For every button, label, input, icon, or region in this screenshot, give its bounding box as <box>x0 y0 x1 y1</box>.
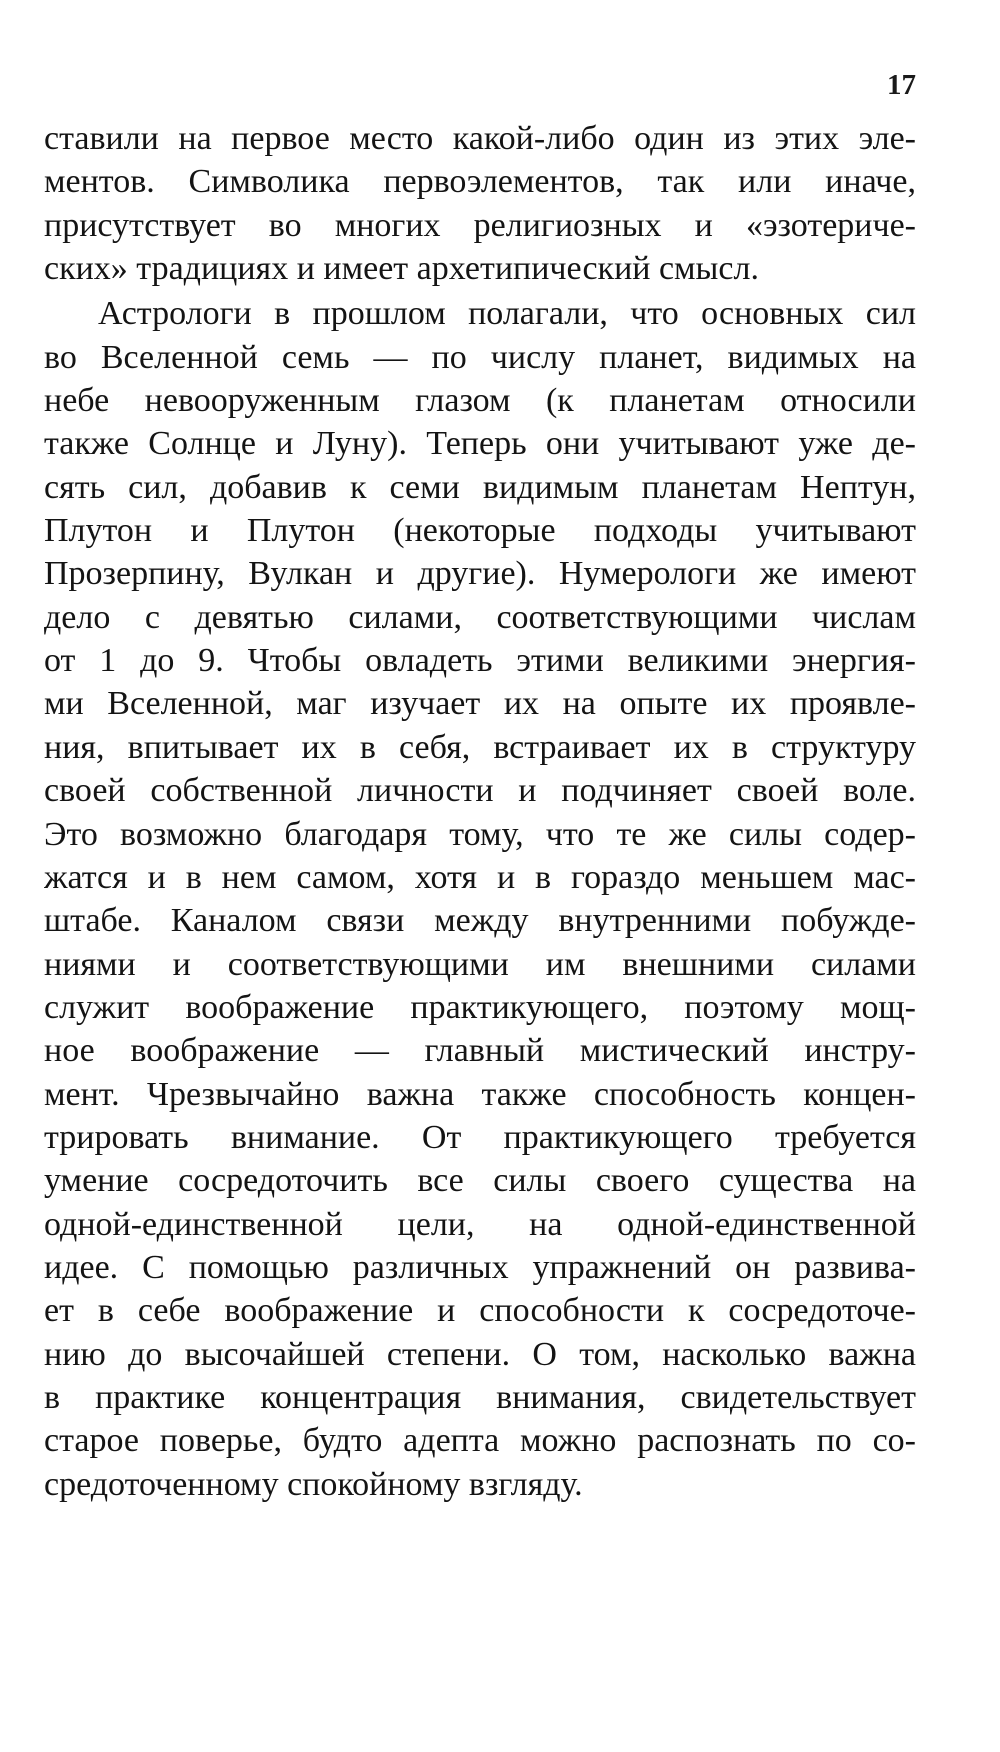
text-line: присутствует во многих религиозных и «эзотериче- <box>44 206 916 244</box>
text-line: ное воображение — главный мистический инстру- <box>44 1032 916 1070</box>
text-line: средоточенному спокойному взгляду. <box>44 1465 583 1503</box>
text-line: одной-единственной цели, на одной-единственной <box>44 1205 916 1243</box>
text-line: во Вселенной семь — по числу планет, видимых на <box>44 338 916 376</box>
text-line: небе невооруженным глазом (к планетам относили <box>44 382 916 420</box>
text-line: Астрологи в прошлом полагали, что основных сил <box>98 295 916 333</box>
text-line: мент. Чрезвычайно важна также способность концен- <box>44 1075 916 1113</box>
text-line: ментов. Символика первоэлементов, так или иначе, <box>44 163 916 201</box>
text-line: Это возможно благодаря тому, что те же силы содер- <box>44 815 916 853</box>
text-line: Плутон и Плутон (некоторые подходы учитывают <box>44 512 916 550</box>
text-line: Прозерпину, Вулкан и другие). Нумерологи же имеют <box>44 555 916 593</box>
text-line: ставили на первое место какой-либо один из этих эле- <box>44 120 916 157</box>
text-line: нию до высочайшей степени. О том, насколько важна <box>44 1335 916 1373</box>
paragraph-continuation <box>44 117 916 290</box>
text-line: жатся и в нем самом, хотя и в гораздо меньшем мас- <box>44 858 916 896</box>
text-line: в практике концентрация внимания, свидетельствует <box>44 1378 916 1416</box>
text-line: сять сил, добавив к семи видимым планетам Нептун, <box>44 468 916 506</box>
text-line: ских» традициях и имеет архетипический смысл. <box>44 250 759 288</box>
text-line: дело с девятью силами, соответствующими числам <box>44 598 916 636</box>
text-line: штабе. Каналом связи между внутренними побужде- <box>44 902 916 940</box>
text-line: от 1 до 9. Чтобы овладеть этими великими энергия- <box>44 642 916 680</box>
text-line: ния, впитывает их в себя, встраивает их в структуру <box>44 728 916 766</box>
text-line: умение сосредоточить все силы своего существа на <box>44 1162 916 1200</box>
page-number: 17 <box>887 69 916 101</box>
text-line: своей собственной личности и подчиняет своей воле. <box>44 772 916 810</box>
text-line: ми Вселенной, маг изучает их на опыте их проявле- <box>44 685 916 723</box>
body-text <box>44 117 916 1506</box>
text-line: ет в себе воображение и способности к сосредоточе- <box>44 1292 916 1330</box>
text-line: ниями и соответствующими им внешними силами <box>44 945 916 983</box>
text-line: также Солнце и Луну). Теперь они учитывают уже де- <box>44 425 916 463</box>
text-line: трировать внимание. От практикующего требуется <box>44 1118 916 1156</box>
text-line: идее. С помощью различных упражнений он развива- <box>44 1248 916 1286</box>
text-line: старое поверье, будто адепта можно распознать по со- <box>44 1422 916 1460</box>
text-line: служит воображение практикующего, поэтому мощ- <box>44 988 916 1026</box>
paragraph-astrologers <box>44 292 916 1506</box>
